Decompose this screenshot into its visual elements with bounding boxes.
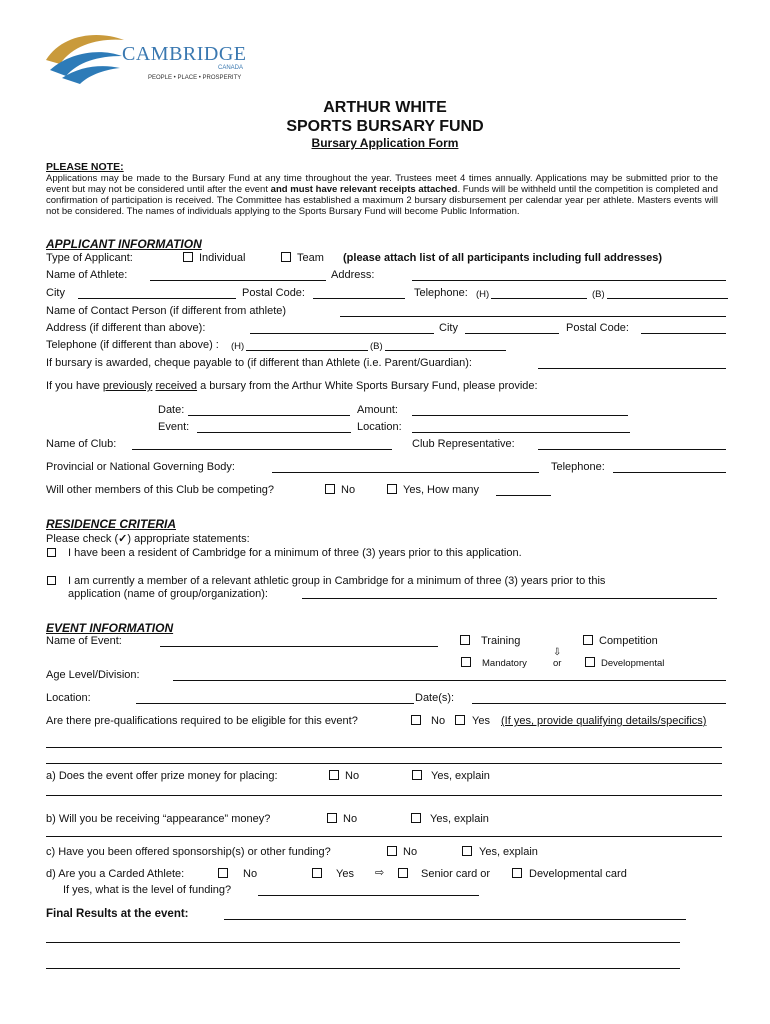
previous-bursary-text: If you have previously received a bursary from the Arthur White Sports Bursary Fund, please provide: (46, 380, 538, 392)
final-results-field-1[interactable] (224, 919, 686, 920)
previous-event-field[interactable] (197, 432, 351, 433)
cheque-payable-label: If bursary is awarded, cheque payable to (if different than Athlete (i.e. Parent/Guardian): (46, 357, 472, 369)
appearance-money-label: b) Will you be receiving “appearance” money? (46, 813, 271, 825)
city-field[interactable] (78, 298, 236, 299)
final-results-field-2[interactable] (46, 942, 680, 943)
event-location-label: Location: (46, 692, 91, 704)
other-members-no-label: No (341, 484, 356, 496)
title-line1: ARTHUR WHITE (323, 99, 447, 116)
senior-card-label: Senior card or (421, 868, 491, 880)
sponsorship-no-checkbox[interactable] (387, 846, 397, 856)
address-label: Address: (331, 269, 375, 281)
event-name-field[interactable] (160, 646, 438, 647)
telephone-home-field[interactable] (491, 298, 587, 299)
previous-amount-label: Amount: (357, 404, 398, 416)
prize-money-no-label: No (345, 770, 360, 782)
prize-money-yes-label: Yes, explain (431, 770, 490, 782)
postal-different-field[interactable] (641, 333, 726, 334)
logo-name: CAMBRIDGE (122, 43, 247, 65)
postal-code-field[interactable] (313, 298, 405, 299)
carded-yes-label: Yes (336, 868, 354, 880)
sponsorship-no-label: No (403, 846, 418, 858)
prequalification-note: (If yes, provide qualifying details/specifics) (501, 715, 707, 727)
telephone-different-label: Telephone (if different than above) : (46, 339, 219, 351)
form-subtitle: Bursary Application Form (311, 136, 459, 150)
residence-statement2-line1: I am currently a member of a relevant athletic group in Cambridge for a minimum of three (3) years prior to this (68, 575, 606, 587)
city-label: City (46, 287, 65, 299)
postal-code-label: Postal Code: (242, 287, 305, 299)
title-line2: SPORTS BURSARY FUND (286, 118, 484, 135)
prequalification-yes-checkbox[interactable] (455, 715, 465, 725)
check-mark-icon: ✓ (118, 533, 128, 545)
note-paragraph: Applications may be made to the Bursary Fund at any time throughout the year. Trustees meet 4 times annually. Applications may be submitted prior to the event but may not be considered until after the event and must have relevant receipts attached. Funds will be withheld until the competition is completed and confirmation of participation is received. The Committee has established a maximum 2 bursary disbursement per calendar year per athlete. Masters events will not be considered. The names of individuals applying to the Sports Bursary Fund will become Public Information. (46, 173, 718, 217)
competition-label: Competition (599, 635, 658, 647)
club-representative-field[interactable] (538, 449, 726, 450)
sponsorship-yes-checkbox[interactable] (462, 846, 472, 856)
club-representative-label: Club Representative: (412, 438, 515, 450)
carded-yes-checkbox[interactable] (312, 868, 322, 878)
appearance-money-explain-field[interactable] (46, 836, 722, 837)
contact-person-field[interactable] (340, 316, 726, 317)
residence-statement1-checkbox[interactable] (47, 548, 56, 557)
appearance-money-no-label: No (343, 813, 358, 825)
developmental-card-checkbox[interactable] (512, 868, 522, 878)
mandatory-checkbox[interactable] (461, 657, 471, 667)
address-different-label: Address (if different than above): (46, 322, 206, 334)
other-members-yes-label: Yes, How many (403, 484, 480, 496)
postal-different-label: Postal Code: (566, 322, 629, 334)
residence-statement2-line2: application (name of group/organization): (68, 588, 268, 600)
event-heading: EVENT INFORMATION (46, 621, 174, 635)
prize-money-no-checkbox[interactable] (329, 770, 339, 780)
senior-card-checkbox[interactable] (398, 868, 408, 878)
sponsorship-label: c) Have you been offered sponsorship(s) or other funding? (46, 846, 331, 858)
down-arrow-icon: ⇩ (553, 647, 562, 658)
prequalification-details-field-2[interactable] (46, 763, 722, 764)
cheque-payable-field[interactable] (538, 368, 726, 369)
cambridge-logo (40, 30, 260, 86)
mandatory-or-label: or (553, 658, 562, 669)
how-many-field[interactable] (496, 495, 551, 496)
event-dates-field[interactable] (472, 703, 726, 704)
previous-date-field[interactable] (188, 415, 350, 416)
telephone-business-label: (B) (592, 289, 605, 300)
event-name-label: Name of Event: (46, 635, 122, 647)
prize-money-yes-checkbox[interactable] (412, 770, 422, 780)
previous-event-label: Event: (158, 421, 190, 433)
carded-no-checkbox[interactable] (218, 868, 228, 878)
mandatory-label: Mandatory (482, 658, 527, 669)
telephone-different-home-label: (H) (231, 341, 245, 352)
individual-checkbox[interactable] (183, 252, 193, 262)
other-members-yes-checkbox[interactable] (387, 484, 397, 494)
team-label: Team (297, 252, 324, 264)
developmental-checkbox[interactable] (585, 657, 595, 667)
right-arrow-icon: ⇨ (375, 867, 385, 879)
carded-no-label: No (243, 868, 258, 880)
city-different-field[interactable] (465, 333, 559, 334)
logo-country: CANADA (218, 65, 244, 71)
prize-money-label: a) Does the event offer prize money for placing: (46, 770, 278, 782)
other-members-label: Will other members of this Club be competing? (46, 484, 275, 496)
previous-location-label: Location: (357, 421, 402, 433)
governing-telephone-field[interactable] (613, 472, 726, 473)
developmental-card-label: Developmental card (529, 868, 627, 880)
age-level-label: Age Level/Division: (46, 669, 140, 681)
prequalification-yes-label: Yes (472, 715, 490, 727)
athlete-name-field[interactable] (150, 280, 326, 281)
address-field[interactable] (412, 280, 726, 281)
competition-checkbox[interactable] (583, 635, 593, 645)
final-results-label: Final Results at the event: (46, 908, 189, 920)
appearance-money-yes-label: Yes, explain (430, 813, 489, 825)
telephone-business-field[interactable] (607, 298, 728, 299)
governing-body-label: Provincial or National Governing Body: (46, 461, 235, 473)
group-organization-field[interactable] (302, 598, 717, 599)
residence-statement2-checkbox[interactable] (47, 576, 56, 585)
carded-athlete-label: d) Are you a Carded Athlete: (46, 868, 185, 880)
applicant-type-label: Type of Applicant: (46, 252, 133, 264)
event-location-field[interactable] (136, 703, 414, 704)
city-different-label: City (439, 322, 458, 334)
telephone-label: Telephone: (414, 287, 468, 299)
individual-label: Individual (199, 252, 246, 264)
club-name-field[interactable] (132, 449, 392, 450)
funding-level-label: If yes, what is the level of funding? (63, 884, 232, 896)
athlete-name-label: Name of Athlete: (46, 269, 128, 281)
training-checkbox[interactable] (460, 635, 470, 645)
governing-telephone-label: Telephone: (551, 461, 605, 473)
training-label: Training (481, 635, 521, 647)
sponsorship-yes-label: Yes, explain (479, 846, 538, 858)
prize-money-explain-field[interactable] (46, 795, 722, 796)
prequalification-no-checkbox[interactable] (411, 715, 421, 725)
team-note: (please attach list of all participants including full addresses) (343, 252, 663, 264)
note-heading: PLEASE NOTE: (46, 161, 124, 173)
funding-level-field[interactable] (258, 895, 479, 896)
residence-statement1: I have been a resident of Cambridge for a minimum of three (3) years prior to this application. (68, 547, 522, 559)
previous-date-label: Date: (158, 404, 185, 416)
previous-amount-field[interactable] (412, 415, 628, 416)
previous-location-field[interactable] (412, 432, 630, 433)
team-checkbox[interactable] (281, 252, 291, 262)
applicant-heading: APPLICANT INFORMATION (46, 237, 202, 251)
governing-body-field[interactable] (272, 472, 539, 473)
appearance-money-yes-checkbox[interactable] (411, 813, 421, 823)
logo-tagline: PEOPLE • PLACE • PROSPERITY (148, 75, 242, 81)
telephone-different-business-field[interactable] (385, 350, 506, 351)
final-results-field-3[interactable] (46, 968, 680, 969)
club-name-label: Name of Club: (46, 438, 117, 450)
telephone-different-home-field[interactable] (246, 350, 368, 351)
other-members-no-checkbox[interactable] (325, 484, 335, 494)
prequalification-details-field-1[interactable] (46, 747, 722, 748)
residence-instruction: Please check (✓) appropriate statements: (46, 533, 250, 545)
telephone-home-label: (H) (476, 289, 490, 300)
developmental-label: Developmental (601, 658, 665, 669)
age-level-field[interactable] (173, 680, 726, 681)
residence-heading: RESIDENCE CRITERIA (46, 517, 177, 531)
prequalification-label: Are there pre-qualifications required to be eligible for this event? (46, 715, 358, 727)
prequalification-no-label: No (431, 715, 446, 727)
appearance-money-no-checkbox[interactable] (327, 813, 337, 823)
telephone-different-business-label: (B) (370, 341, 383, 352)
address-different-field[interactable] (250, 333, 434, 334)
event-dates-label: Date(s): (415, 692, 455, 704)
contact-person-label: Name of Contact Person (if different from athlete) (46, 305, 287, 317)
